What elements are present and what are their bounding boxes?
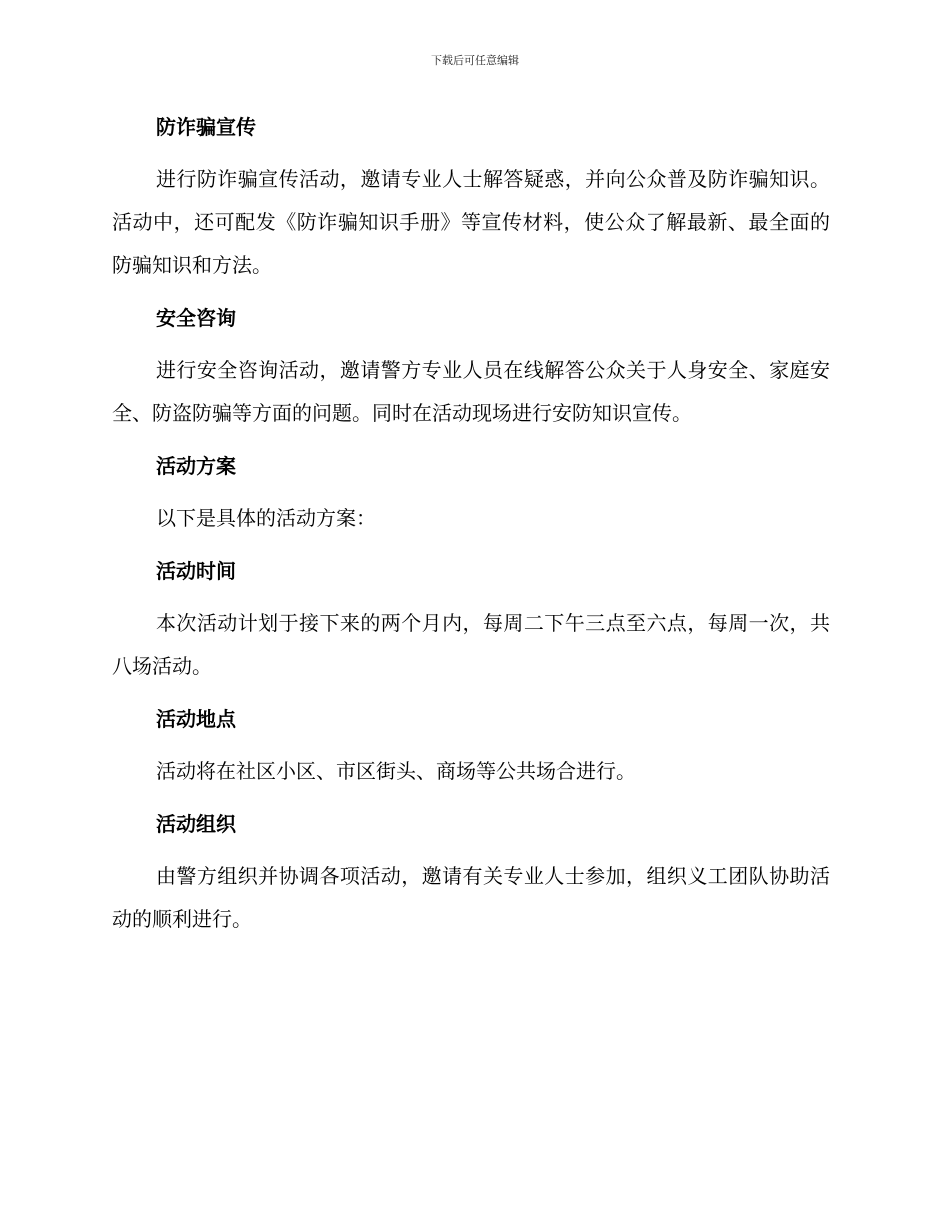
section-paragraph-activity-organization: 由警方组织并协调各项活动，邀请有关专业人士参加，组织义工团队协助活动的顺利进行。 xyxy=(112,864,830,931)
section-paragraph-activity-plan: 以下是具体的活动方案： xyxy=(156,506,376,530)
section-paragraph-anti-fraud: 进行防诈骗宣传活动，邀请专业人士解答疑惑，并向公众普及防诈骗知识。活动中，还可配发《防诈骗知识手册》等宣传材料，使公众了解最新、最全面的防骗知识和方法。 xyxy=(112,167,830,277)
section-heading-activity-location: 活动地点 xyxy=(156,707,236,731)
section-paragraph-activity-time: 本次活动计划于接下来的两个月内，每周二下午三点至六点，每周一次，共八场活动。 xyxy=(112,611,830,678)
page-header: 下载后可任意编辑 xyxy=(431,54,519,67)
section-heading-activity-time: 活动时间 xyxy=(156,559,236,583)
section-heading-activity-organization: 活动组织 xyxy=(156,812,236,836)
section-paragraph-activity-location: 活动将在社区小区、市区街头、商场等公共场合进行。 xyxy=(156,759,636,783)
section-heading-anti-fraud: 防诈骗宣传 xyxy=(156,115,256,139)
document-body xyxy=(112,108,830,941)
section-heading-safety-consult: 安全咨询 xyxy=(156,306,236,330)
section-heading-activity-plan: 活动方案 xyxy=(156,454,236,478)
section-paragraph-safety-consult: 进行安全咨询活动，邀请警方专业人员在线解答公众关于人身安全、家庭安全、防盗防骗等方面的问题。同时在活动现场进行安防知识宣传。 xyxy=(112,358,830,425)
